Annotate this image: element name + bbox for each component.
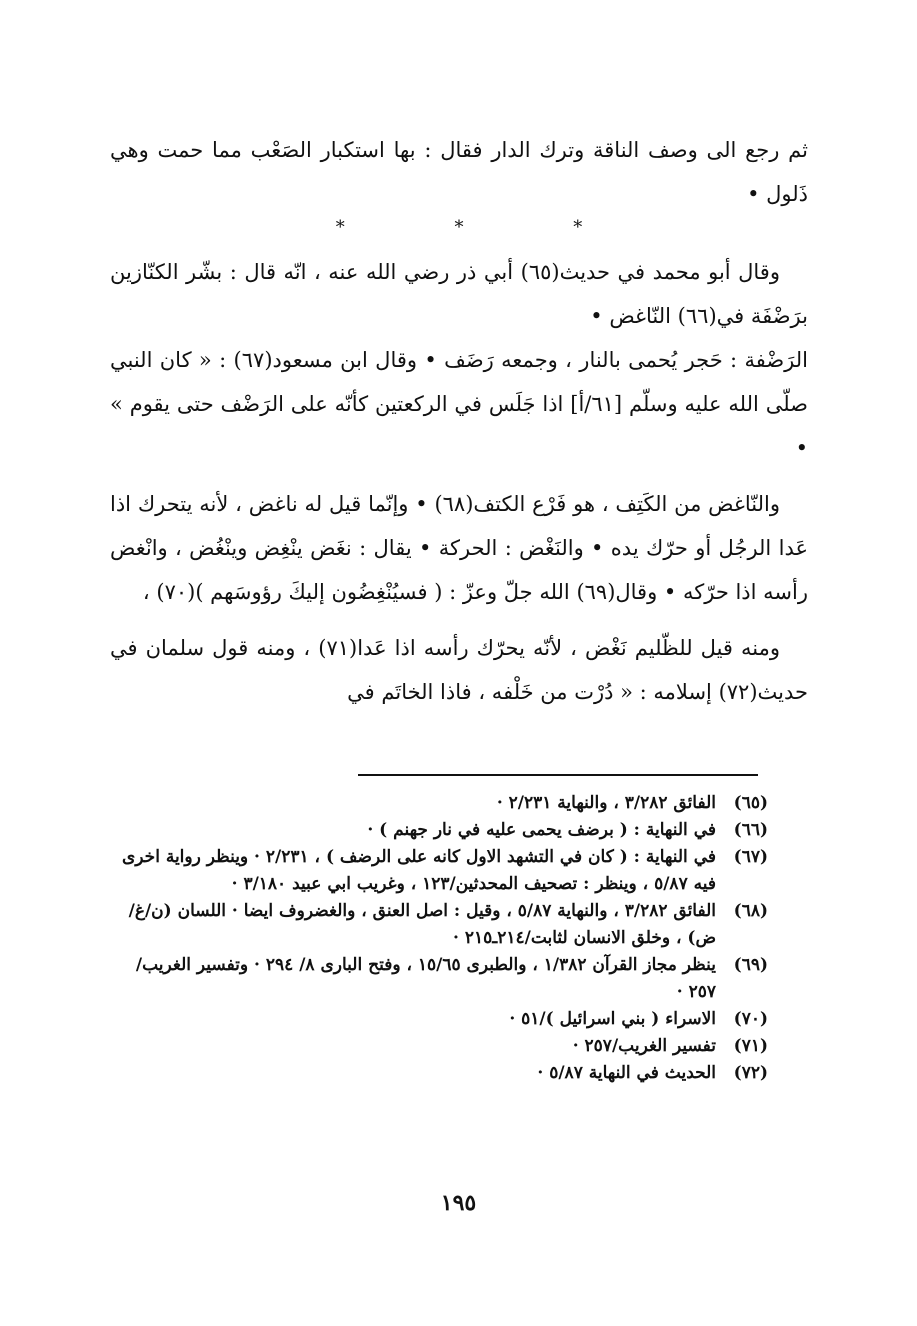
main-text: [110, 128, 808, 714]
footnote-text: في النهاية : ( كان في التشهد الاول كانه على الرضف ) ، ٢/٢٣١ · وينظر رواية اخرى فيه ٥/٨٧ ، وينظر : تصحيف المحدثين/١٢٣ ، وغريب ابي عبيد ٣/١٨٠ ·: [122, 847, 716, 894]
footnote-text: الحديث في النهاية ٥/٨٧ ·: [537, 1063, 716, 1083]
footnotes: [110, 790, 768, 1087]
paragraph-1: ثم رجع الى وصف الناقة وترك الدار فقال : بها استكبار الصَعْب مما حمت وهي ذَلول •: [110, 138, 808, 206]
footnote-text: تفسير الغريب/٢٥٧ ·: [572, 1036, 716, 1056]
footnote-item: [110, 1033, 768, 1060]
footnote-number: (٧٠): [733, 1009, 768, 1029]
footnote-item: [110, 1006, 768, 1033]
footnote-number: (٦٩): [733, 955, 768, 975]
paragraph-3: الرَضْفة : حَجر يُحمى بالنار ، وجمعه رَضَف • وقال ابن مسعود(٦٧) : « كان النبي صلّى الله عليه وسلّم [٦١/أ] اذا جَلَس في الركعتين كأنّه على الرَضْف حتى يقوم » •: [110, 348, 808, 460]
footnote-number: (٦٧): [733, 847, 768, 867]
footnote-divider: [358, 774, 758, 776]
paragraph-5: ومنه قيل للظّليم نَغْض ، لأنّه يحرّك رأسه اذا عَدا(٧١) ، ومنه قول سلمان في حديث(٧٢) إسلامه : « دُرْت من خَلْفه ، فاذا الخاتَم في: [110, 636, 808, 704]
footnote-item: [110, 898, 768, 952]
footnote-text: في النهاية : ( برضف يحمى عليه في نار جهنم ) ·: [367, 820, 716, 840]
footnote-number: (٧١): [733, 1036, 768, 1056]
paragraph-2: وقال أبو محمد في حديث(٦٥) أبي ذر رضي الله عنه ، انّه قال : بشّر الكنّازين برَضْفَة في(٦٦) النّاغض •: [110, 260, 808, 328]
footnote-text: ينظر مجاز القرآن ١/٣٨٢ ، والطبرى ١٥/٦٥ ، وفتح البارى ٨/ ٢٩٤ · وتفسير الغريب/٢٥٧ ·: [135, 955, 716, 1002]
footnote-item: [110, 952, 768, 1006]
footnote-number: (٦٦): [733, 820, 768, 840]
footnote-item: [110, 790, 768, 817]
footnote-text: الفائق ٣/٢٨٢ ، والنهاية ٢/٢٣١ ·: [496, 793, 716, 813]
footnote-number: (٦٨): [733, 901, 768, 921]
footnote-text: الفائق ٣/٢٨٢ ، والنهاية ٥/٨٧ ، وقيل : اصل العنق ، والغضروف ايضا · اللسان (ن/غ/ض) ، وخلق الانسان لثابت/٢١٤ـ٢١٥ ·: [128, 901, 716, 948]
section-separator: * * *: [335, 217, 635, 238]
page-number: ١٩٥: [440, 1190, 477, 1216]
footnote-number: (٧٢): [733, 1063, 768, 1083]
footnote-text: الاسراء ( بني اسرائيل )/٥١ ·: [509, 1009, 716, 1029]
footnote-number: (٦٥): [733, 793, 768, 813]
footnote-item: [110, 844, 768, 898]
footnote-item: [110, 817, 768, 844]
paragraph-4: والنّاغض من الكَتِف ، هو فَرْع الكتف(٦٨) • وإنّما قيل له ناغض ، لأنه يتحرك اذا عَدا الرجُل أو حرّك يده • والنَغْض : الحركة • يقال : نغَض ينْغِض وينْغُض ، وانْغض رأسه اذا حرّكه • وقال(٦٩) الله جلّ وعزّ : ( فسيُنْغِضُون إليكَ رؤوسَهم )(٧٠) ،: [110, 492, 808, 604]
footnote-item: [110, 1060, 768, 1087]
